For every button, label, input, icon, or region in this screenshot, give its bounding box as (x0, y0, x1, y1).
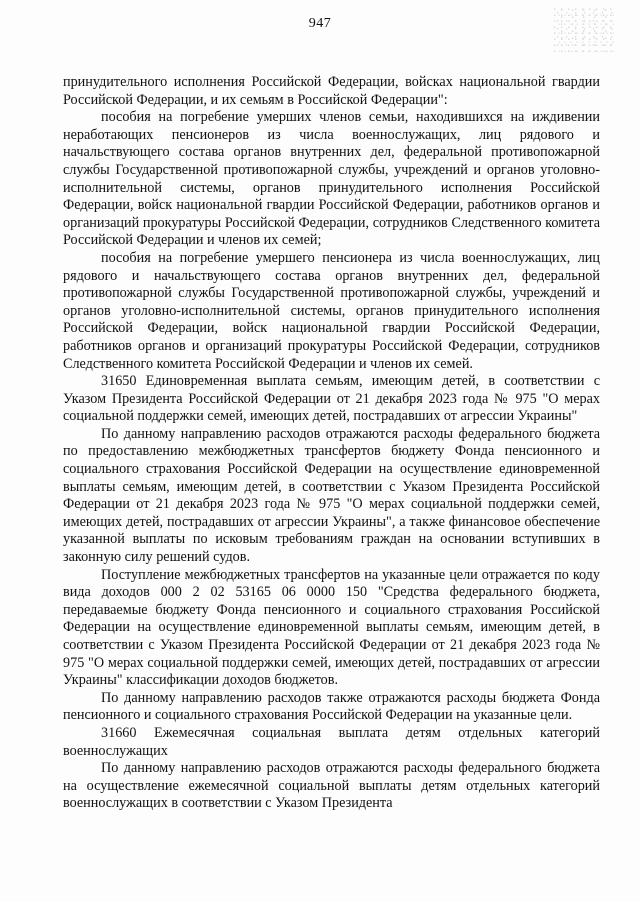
paragraph-burial-allowance-family: пособия на погребение умерших членов семьи, находившихся на иждивении неработающих пенсионеров из числа военнослужащих, лиц рядового и начальствующего состава органов внутренних дел, федеральной противопожарной службы Государственной противопожарной службы, учреждений и органов уголовно-исполнительной системы, органов принудительного исполнения Российской Федерации, войск национальной гвардии Российской Федерации, работников органов и организаций прокуратуры Российской Федерации, сотрудников Следственного комитета Российской Федерации и членов их семей; (63, 109, 600, 249)
section-heading-31650: 31650 Единовременная выплата семьям, имеющим детей, в соответствии с Указом Президента Российской Федерации от 21 декабря 2023 года № 975 "О мерах социальной поддержки семей, имеющих детей, пострадавших от агрессии Украины" (63, 373, 600, 425)
paragraph-31660-expenses: По данному направлению расходов отражаются расходы федерального бюджета на осуществление ежемесячной социальной выплаты детям отдельных категорий военнослужащих в соответствии с Указом Президента (63, 760, 600, 812)
paragraph-31650-expenses: По данному направлению расходов отражаются расходы федерального бюджета по предоставлению межбюджетных трансфертов бюджету Фонда пенсионного и социального страхования Российской Федерации на осуществление единовременной выплаты семьям, имеющим детей, в соответствии с Указом Президента Российской Федерации от 21 декабря 2023 года № 975 "О мерах социальной поддержки семей, имеющих детей, пострадавших от агрессии Украины", а также финансовое обеспечение указанной выплаты по исковым требованиям граждан на основании вступивших в законную силу решений судов. (63, 425, 600, 566)
paragraph-continuation: принудительного исполнения Российской Федерации, войсках национальной гвардии Российской Федерации, и их семьям в Российской Федерации": (63, 74, 600, 108)
paragraph-31650-fund-expenses: По данному направлению расходов также отражаются расходы бюджета Фонда пенсионного и социального страхования Российской Федерации на указанные цели. (63, 689, 600, 724)
page-number: 947 (308, 16, 332, 31)
section-heading-31660: 31660 Ежемесячная социальная выплата детям отдельных категорий военнослужащих (63, 724, 600, 759)
document-body (63, 74, 600, 813)
paragraph-burial-allowance-pensioner: пособия на погребение умершего пенсионера из числа военнослужащих, лиц рядового и начальствующего состава органов внутренних дел, федеральной противопожарной службы Государственной противопожарной службы, учреждений и органов уголовно-исполнительной системы, органов принудительного исполнения Российской Федерации, войск национальной гвардии Российской Федерации, работников органов и организаций прокуратуры Российской Федерации, сотрудников Следственного комитета Российской Федерации и членов их семей. (63, 249, 600, 372)
paragraph-31650-revenue-code: Поступление межбюджетных трансфертов на указанные цели отражается по коду вида доходов 000 2 02 53165 06 0000 150 "Средства федерального бюджета, передаваемые бюджету Фонда пенсионного и социального страхования Российской Федерации на осуществление единовременной выплаты семьям, имеющим детей, в соответствии с Указом Президента Российской Федерации от 21 декабря 2023 года № 975 "О мерах социальной поддержки семей, имеющих детей, пострадавших от агрессии Украины" классификации доходов бюджетов. (63, 566, 600, 689)
